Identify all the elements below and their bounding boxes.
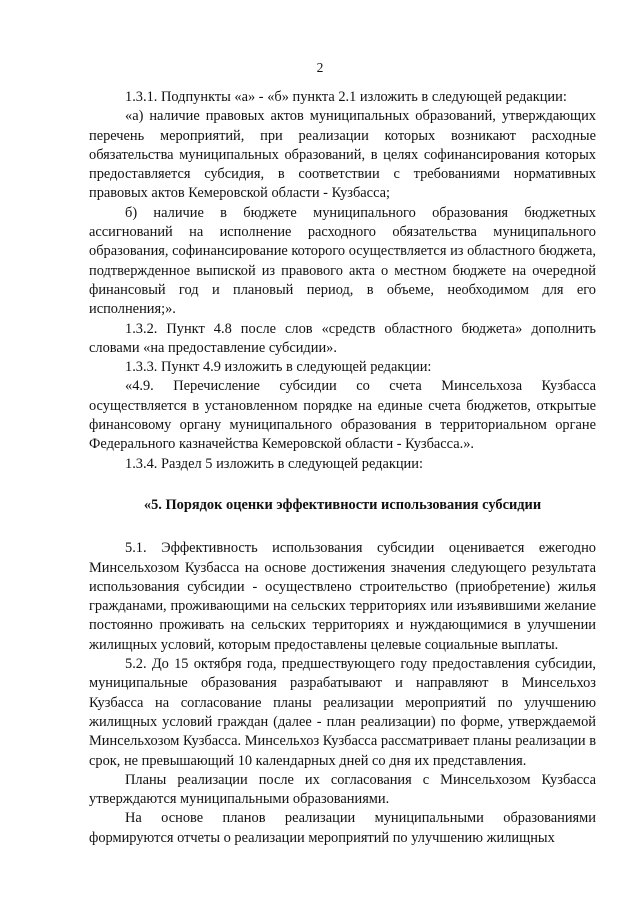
paragraph-1-3-4: 1.3.4. Раздел 5 изложить в следующей редакции:	[125, 455, 423, 472]
paragraph-1-3-1: 1.3.1. Подпункты «а» - «б» пункта 2.1 изложить в следующей редакции:	[125, 89, 567, 105]
paragraph-reports: На основе планов реализации муниципальными образованиями формируются отчеты о реализации мероприятий по улучшению жилищных	[89, 810, 596, 846]
document-body	[89, 88, 596, 848]
paragraph-1-3-3: 1.3.3. Пункт 4.9 изложить в следующей редакции:	[125, 359, 432, 376]
section-5-heading: «5. Порядок оценки эффективности использования субсидии	[143, 496, 542, 513]
paragraph-subpoint-a: «а) наличие правовых актов муниципальных образований, утверждающих перечень мероприятий, при реализации которых возникают расходные обязательства муниципальных образований, в целях софинансирования которых предоставляется субсидия, в соответствии с требованиями нормативных правовых актов Кемеровской области - Кузбасса;	[89, 108, 596, 202]
paragraph-subpoint-b: б) наличие в бюджете муниципального образования бюджетных ассигнований на исполнение расходного обязательства муниципального образования, софинансирование которого осуществляется из областного бюджета, подтвержденное выпиской из правового акта о местном бюджете на очередной финансовый год и плановый период, в объеме, необходимом для его исполнения;».	[89, 204, 596, 318]
paragraph-5-1: 5.1. Эффективность использования субсидии оценивается ежегодно Минсельхозом Кузбасса на основе достижения значения следующего результата использования субсидии - осуществлено строительство (приобретение) жилья гражданами, проживающими на сельских территориях или изъявившими желание постоянно проживать на сельских территориях и нуждающимися в улучшении жилищных условий, которым предоставлены целевые социальные выплаты.	[89, 540, 596, 653]
page-number: 2	[316, 60, 324, 75]
paragraph-4-9: «4.9. Перечисление субсидии со счета Минсельхоза Кузбасса осуществляется в установленном порядке на единые счета бюджетов, открытые финансовому органу муниципального образования в территориальном органе Федерального казначейства Кемеровской области - Кузбасса.».	[89, 378, 596, 453]
paragraph-5-2: 5.2. До 15 октября года, предшествующего году предоставления субсидии, муниципальные образования разрабатывают и направляют в Минсельхоз Кузбасса на согласование планы реализации мероприятий по улучшению жилищных условий граждан (далее - план реализации) по форме, утверждаемой Минсельхозом Кузбасса. Минсельхоз Кузбасса рассматривает планы реализации в срок, не превышающий 10 календарных дней со дня их представления.	[89, 656, 596, 769]
paragraph-plans-approval: Планы реализации после их согласования с Минсельхозом Кузбасса утверждаются муниципальными образованиями.	[89, 771, 596, 808]
paragraph-1-3-2: 1.3.2. Пункт 4.8 после слов «средств областного бюджета» дополнить словами «на предоставление субсидии».	[89, 320, 596, 356]
